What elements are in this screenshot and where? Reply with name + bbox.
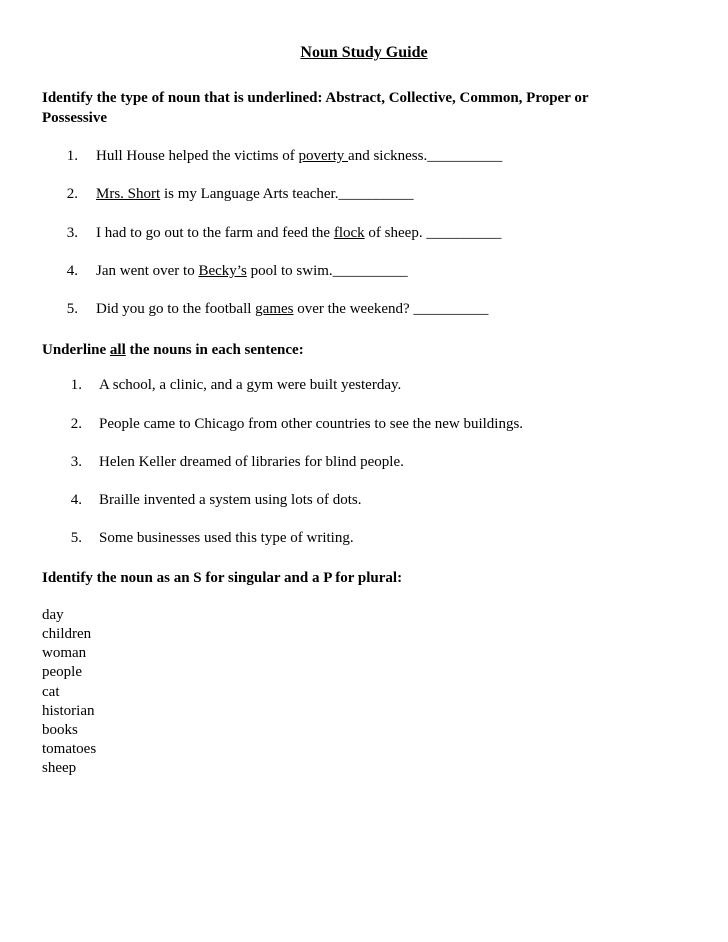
item-text-before: Hull House helped the victims of [96, 148, 299, 164]
section2-heading-emphasis: all [109, 342, 126, 358]
underlined-noun: poverty [298, 148, 349, 164]
item-text [96, 148, 502, 165]
item-text-before: I had to go out to the farm and feed the [96, 225, 334, 241]
item-text-before: Jan went over to [96, 263, 199, 279]
underlined-noun: Becky’s [198, 263, 247, 279]
item-text-before: Did you go to the football [96, 301, 256, 317]
section3-heading: Identify the noun as an S for singular and a P for plural: [42, 570, 403, 586]
section1-heading-line2: Possessive [42, 110, 107, 126]
item-text: People came to Chicago from other countries to see the new buildings. [99, 416, 524, 432]
item-text: Helen Keller dreamed of libraries for blind people. [99, 454, 404, 470]
item-number: 5. [70, 530, 82, 546]
item-text-after: pool to swim.__________ [246, 263, 408, 279]
section2-heading-before: Underline [42, 342, 110, 358]
item-text [96, 263, 408, 280]
item-text: A school, a clinic, and a gym were built yesterday. [99, 377, 402, 393]
section1-heading-line1: Identify the type of noun that is underlined: Abstract, Collective, Common, Proper or [42, 90, 589, 106]
page-title [0, 44, 728, 62]
item-text: Braille invented a system using lots of dots. [99, 492, 362, 508]
item-text-after: over the weekend? __________ [293, 301, 489, 317]
item-number: 1. [70, 377, 82, 393]
noun-word: sheep [42, 760, 77, 776]
item-text-after: is my Language Arts teacher.__________ [160, 186, 414, 202]
item-number: 2. [70, 416, 82, 432]
noun-word: tomatoes [42, 741, 97, 757]
item-number: 4. [70, 492, 82, 508]
underlined-noun: games [255, 301, 294, 317]
item-text [96, 301, 488, 318]
noun-word: books [42, 722, 78, 738]
item-number: 1. [66, 148, 78, 164]
item-number: 3. [66, 225, 78, 241]
page-title-text: Noun Study Guide [300, 44, 428, 61]
section2-heading-after: the nouns in each sentence: [125, 342, 304, 358]
underlined-noun: Mrs. Short [96, 186, 161, 202]
item-number: 3. [70, 454, 82, 470]
noun-word: woman [42, 645, 87, 661]
noun-word: people [42, 664, 82, 680]
noun-word: historian [42, 703, 95, 719]
item-text: Some businesses used this type of writing. [99, 530, 354, 546]
item-number: 5. [66, 301, 78, 317]
section1-heading [42, 88, 692, 128]
noun-word: cat [42, 684, 60, 700]
item-text-after: and sickness.__________ [348, 148, 503, 164]
item-text-after: of sheep. __________ [364, 225, 502, 241]
item-number: 2. [66, 186, 78, 202]
section2-heading [42, 340, 304, 360]
underlined-noun: flock [333, 225, 365, 241]
item-number: 4. [66, 263, 78, 279]
item-text [96, 225, 501, 242]
item-text [96, 186, 413, 203]
noun-word: children [42, 626, 92, 642]
noun-word: day [42, 607, 64, 623]
